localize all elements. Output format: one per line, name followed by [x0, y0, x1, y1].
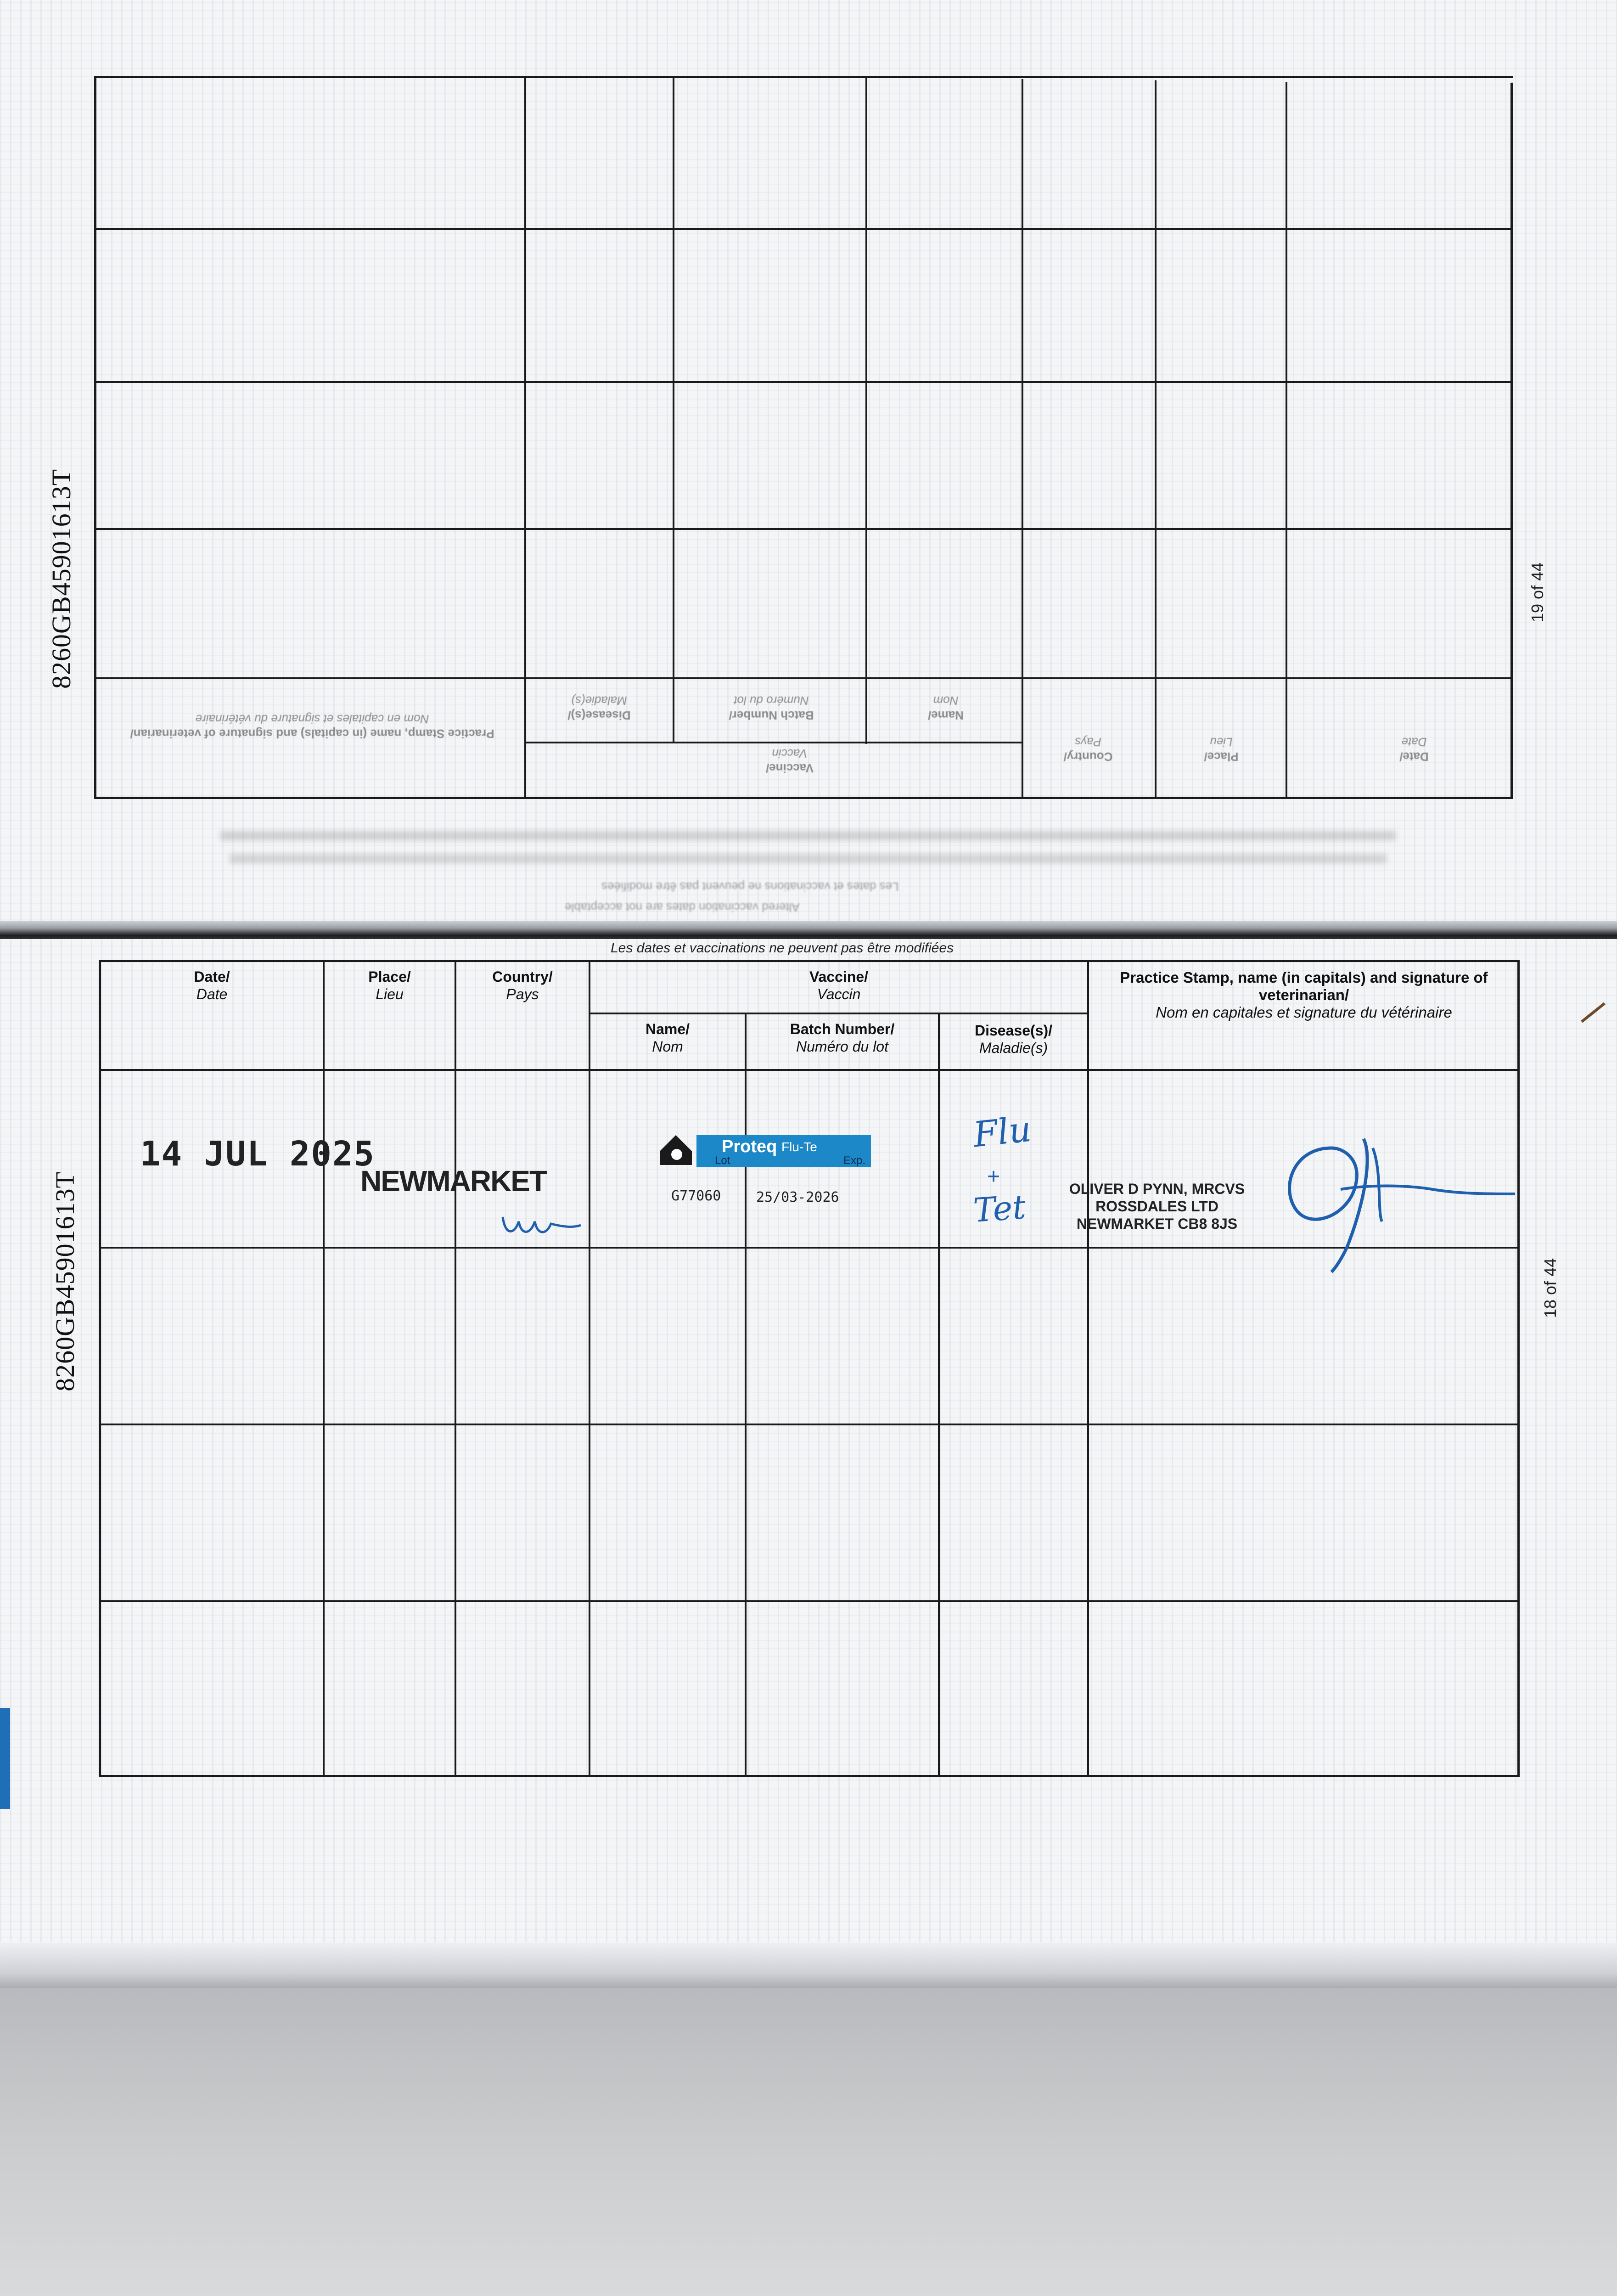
page18-header-batch-fr: Numéro du lot	[796, 1038, 888, 1055]
vet-practice: ROSSDALES LTD	[1095, 1198, 1218, 1215]
page19-footnote-french: Les dates et vaccinations ne peuvent pas être modifiées	[601, 880, 899, 894]
page18-header-date-fr: Date	[196, 986, 228, 1002]
page19-header-disease	[533, 693, 666, 723]
page18-header-vaccine-en: Vaccine/	[809, 968, 869, 985]
page19-header-disease-fr: Maladie(s)	[571, 694, 627, 708]
page18-header-disease	[940, 1022, 1087, 1057]
page19-header-vaccine-fr: Vaccin	[772, 747, 808, 760]
vet-name: OLIVER D PYNN, MRCVS	[1069, 1181, 1245, 1197]
page19-header-name-en: Name/	[927, 709, 964, 722]
page18-notice: Les dates et vaccinations ne peuvent pas être modifiées	[611, 940, 954, 956]
margin-pen-mark	[1579, 1001, 1607, 1024]
page19-footnote-smudge-1	[220, 831, 1396, 840]
page19-header-date-en: Date/	[1399, 750, 1429, 764]
page19-header-stamp-en: Practice Stamp, name (in capitals) and signature of veterinarian/	[130, 727, 494, 741]
vet-address: NEWMARKET CB8 8JS	[1076, 1216, 1238, 1232]
label-product-sub: Flu-Te	[781, 1140, 817, 1154]
page18-header-place-fr: Lieu	[376, 986, 404, 1002]
disease-handwritten-plus: +	[987, 1165, 1000, 1189]
label-band	[696, 1135, 871, 1167]
page-seam	[0, 921, 1617, 939]
page18-serial-number: 8260GB45901613T	[50, 1171, 80, 1391]
page-18	[0, 939, 1617, 1963]
country-initials-signature	[500, 1208, 583, 1244]
page19-footnote-smudge-2	[230, 854, 1387, 863]
label-lot-caption: Lot	[715, 1154, 730, 1167]
page18-header-disease-en: Disease(s)/	[975, 1022, 1052, 1039]
binder-tab	[0, 1708, 10, 1809]
page19-header-place-fr: Lieu	[1210, 735, 1233, 749]
page19-header-date	[1345, 735, 1483, 764]
page19-header-name-fr: Nom	[933, 694, 959, 708]
page19-header-batch	[689, 693, 854, 723]
page19-header-batch-fr: Numéro du lot	[734, 694, 809, 708]
entry-date-stamp: 14 JUL 2025	[140, 1134, 376, 1174]
page18-header-name	[590, 1020, 745, 1055]
page18-page-number: 18 of 44	[1541, 1258, 1560, 1318]
page18-header-disease-fr: Maladie(s)	[979, 1040, 1048, 1056]
manufacturer-logo-icon	[657, 1131, 699, 1167]
page18-header-name-fr: Nom	[652, 1038, 683, 1055]
page18-header-stamp-fr: Nom en capitales et signature du vétérinaire	[1156, 1004, 1452, 1021]
label-exp-caption: Exp.	[843, 1154, 866, 1167]
page19-serial-number: 8260GB45901613T	[46, 469, 76, 689]
page19-header-name	[886, 693, 1005, 723]
page19-header-date-fr: Date	[1401, 735, 1427, 749]
page19-header-country	[1042, 735, 1134, 764]
page18-header-country-en: Country/	[492, 968, 553, 985]
disease-handwritten-flu: Flu	[971, 1108, 1033, 1155]
page19-header-vaccine	[698, 746, 881, 776]
page19-header-stamp	[110, 712, 514, 741]
page18-header-country	[456, 968, 589, 1003]
page19-header-stamp-fr: Nom en capitales et signature du vétérinaire	[195, 712, 429, 726]
page18-header-date-en: Date/	[194, 968, 230, 985]
vaccine-label-sticker	[657, 1131, 878, 1222]
label-product-name: Proteq	[722, 1137, 777, 1156]
label-lot-number: G77060	[671, 1188, 721, 1204]
page19-page-number: 19 of 44	[1528, 562, 1547, 622]
page18-header-vaccine-fr: Vaccin	[817, 986, 861, 1002]
page18-header-name-en: Name/	[645, 1021, 690, 1037]
page19-header-country-en: Country/	[1063, 750, 1113, 764]
page18-header-country-fr: Pays	[506, 986, 539, 1002]
page18-header-vaccine	[590, 968, 1087, 1003]
label-expiry-date: 25/03-2026	[756, 1189, 839, 1205]
vet-practice-stamp	[1051, 1180, 1263, 1232]
page18-header-place	[325, 968, 455, 1003]
page19-header-batch-en: Batch Number/	[729, 709, 814, 722]
page19-header-place	[1175, 735, 1267, 764]
page18-header-place-en: Place/	[368, 968, 411, 985]
page19-footnote-altered: Altered vaccination dates are not acceptable	[565, 900, 800, 914]
page19-header-disease-en: Disease(s)/	[567, 709, 631, 722]
page18-header-date	[101, 968, 323, 1003]
background-surface	[0, 1988, 1617, 2296]
page19-header-place-en: Place/	[1204, 750, 1239, 764]
page18-header-stamp-en: Practice Stamp, name (in capitals) and signature of veterinarian/	[1120, 969, 1488, 1003]
page-bottom-edge	[0, 1942, 1617, 1993]
page18-header-batch	[747, 1020, 938, 1055]
page19-header-country-fr: Pays	[1075, 735, 1101, 749]
vet-signature-graphic	[1267, 1120, 1524, 1277]
entry-place-stamp: NEWMARKET	[360, 1165, 547, 1198]
page-19	[0, 0, 1617, 937]
page18-header-batch-en: Batch Number/	[790, 1021, 895, 1037]
page18-header-stamp	[1102, 969, 1506, 1021]
disease-handwritten-tet: Tet	[972, 1187, 1027, 1230]
page19-header-vaccine-en: Vaccine/	[765, 761, 814, 775]
